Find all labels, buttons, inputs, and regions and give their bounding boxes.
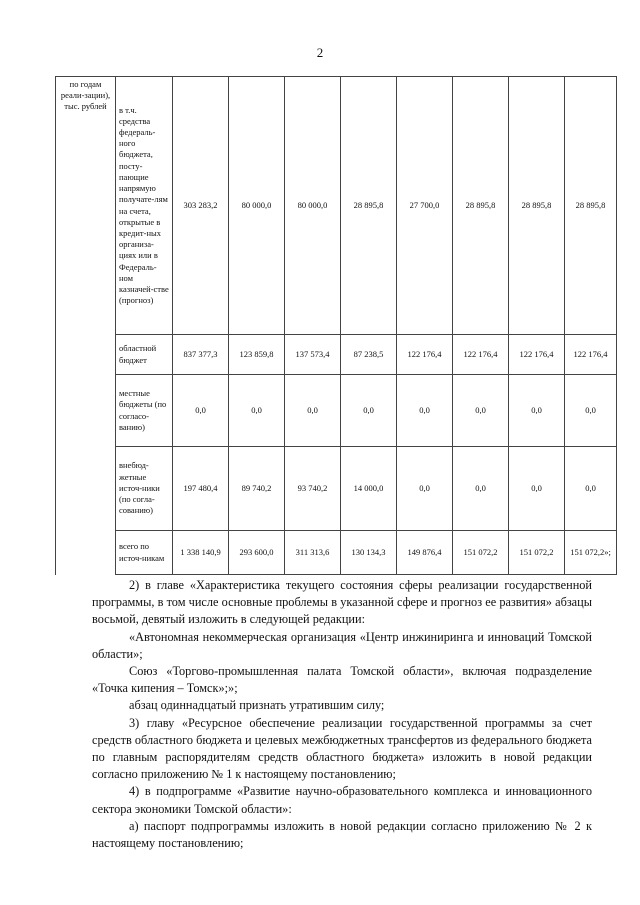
table-cell: 122 176,4: [453, 335, 509, 375]
table-cell: 151 072,2: [509, 531, 565, 575]
table-cell: 0,0: [229, 375, 285, 447]
table-cell: 0,0: [397, 447, 453, 531]
table-cell: 0,0: [565, 375, 617, 447]
table-cell: 0,0: [341, 375, 397, 447]
table-cell: 0,0: [509, 447, 565, 531]
table-cell: 137 573,4: [285, 335, 341, 375]
row-label: местные бюджеты (по согласо-ванию): [116, 375, 173, 447]
table-cell: 93 740,2: [285, 447, 341, 531]
table-cell: 0,0: [285, 375, 341, 447]
table-cell: 0,0: [173, 375, 229, 447]
paragraph: 2) в главе «Характеристика текущего состояния сферы реализации государственной программы, в том числе основные проблемы в указанной сфере и прогноз ее развития» абзацы восьмой, девятый изложить в следующей редакции:: [92, 578, 592, 627]
table-cell: 28 895,8: [453, 77, 509, 335]
row-label: в т.ч. средства федераль-ного бюджета, посту-пающие напрямую получате-лям на счета, открытые в кредит-ных организа-циях или в Федераль-ном казначей-стве (прогноз): [116, 77, 173, 335]
table-cell: 28 895,8: [341, 77, 397, 335]
paragraph: 3) главу «Ресурсное обеспечение реализации государственной программы за счет средств областного бюджета и целевых межбюджетных трансфертов из федерального бюджета по главным распорядителям средств областного бюджета» изложить в новой редакции согласно приложению № 1 к настоящему постановлению;: [92, 715, 592, 782]
table-cell: 311 313,6: [285, 531, 341, 575]
table-row: [56, 77, 617, 335]
table-cell: 0,0: [509, 375, 565, 447]
table-cell: 122 176,4: [397, 335, 453, 375]
table-cell: 837 377,3: [173, 335, 229, 375]
table-cell: 27 700,0: [397, 77, 453, 335]
table-cell: 14 000,0: [341, 447, 397, 531]
table-cell: 87 238,5: [341, 335, 397, 375]
table-cell: 89 740,2: [229, 447, 285, 531]
table-cell: 151 072,2»;: [565, 531, 617, 575]
row-label: всего по источ-никам: [116, 531, 173, 575]
table-cell: 149 876,4: [397, 531, 453, 575]
document-body: [92, 577, 592, 852]
table-cell: 0,0: [453, 375, 509, 447]
year-column-label: по годам реали-зации), тыс. рублей: [56, 77, 116, 575]
page-number: 2: [316, 45, 324, 60]
paragraph: а) паспорт подпрограммы изложить в новой редакции согласно приложению № 2 к настоящему постановлению;: [92, 818, 592, 851]
paragraph: Союз «Торгово-промышленная палата Томской области», включая подразделение «Точка кипения – Томск»;»;: [92, 664, 592, 696]
budget-table: [55, 76, 617, 575]
table-cell: 303 283,2: [173, 77, 229, 335]
row-label: областной бюджет: [116, 335, 173, 375]
table-cell: 293 600,0: [229, 531, 285, 575]
table-row: [56, 531, 617, 575]
table-cell: 0,0: [453, 447, 509, 531]
table-cell: 151 072,2: [453, 531, 509, 575]
table-cell: 80 000,0: [229, 77, 285, 335]
table-cell: 122 176,4: [565, 335, 617, 375]
table-row: [56, 335, 617, 375]
table-cell: 80 000,0: [285, 77, 341, 335]
table-cell: 0,0: [397, 375, 453, 447]
paragraph: «Автономная некоммерческая организация «Центр инжиниринга и инноваций Томской области»;: [92, 629, 592, 661]
table-row: [56, 375, 617, 447]
table-cell: 130 134,3: [341, 531, 397, 575]
table-cell: 197 480,4: [173, 447, 229, 531]
table-cell: 28 895,8: [565, 77, 617, 335]
table-cell: 1 338 140,9: [173, 531, 229, 575]
table-cell: 0,0: [565, 447, 617, 531]
table-row: [56, 447, 617, 531]
paragraph: 4) в подпрограмме «Развитие научно-образовательного комплекса и инновационного сектора экономики Томской области»:: [92, 784, 592, 816]
table-cell: 123 859,8: [229, 335, 285, 375]
table-cell: 28 895,8: [509, 77, 565, 335]
row-label: внебюд-жетные источ-ники (по согла-сованию): [116, 447, 173, 531]
table-cell: 122 176,4: [509, 335, 565, 375]
paragraph: абзац одиннадцатый признать утратившим силу;: [129, 698, 385, 713]
